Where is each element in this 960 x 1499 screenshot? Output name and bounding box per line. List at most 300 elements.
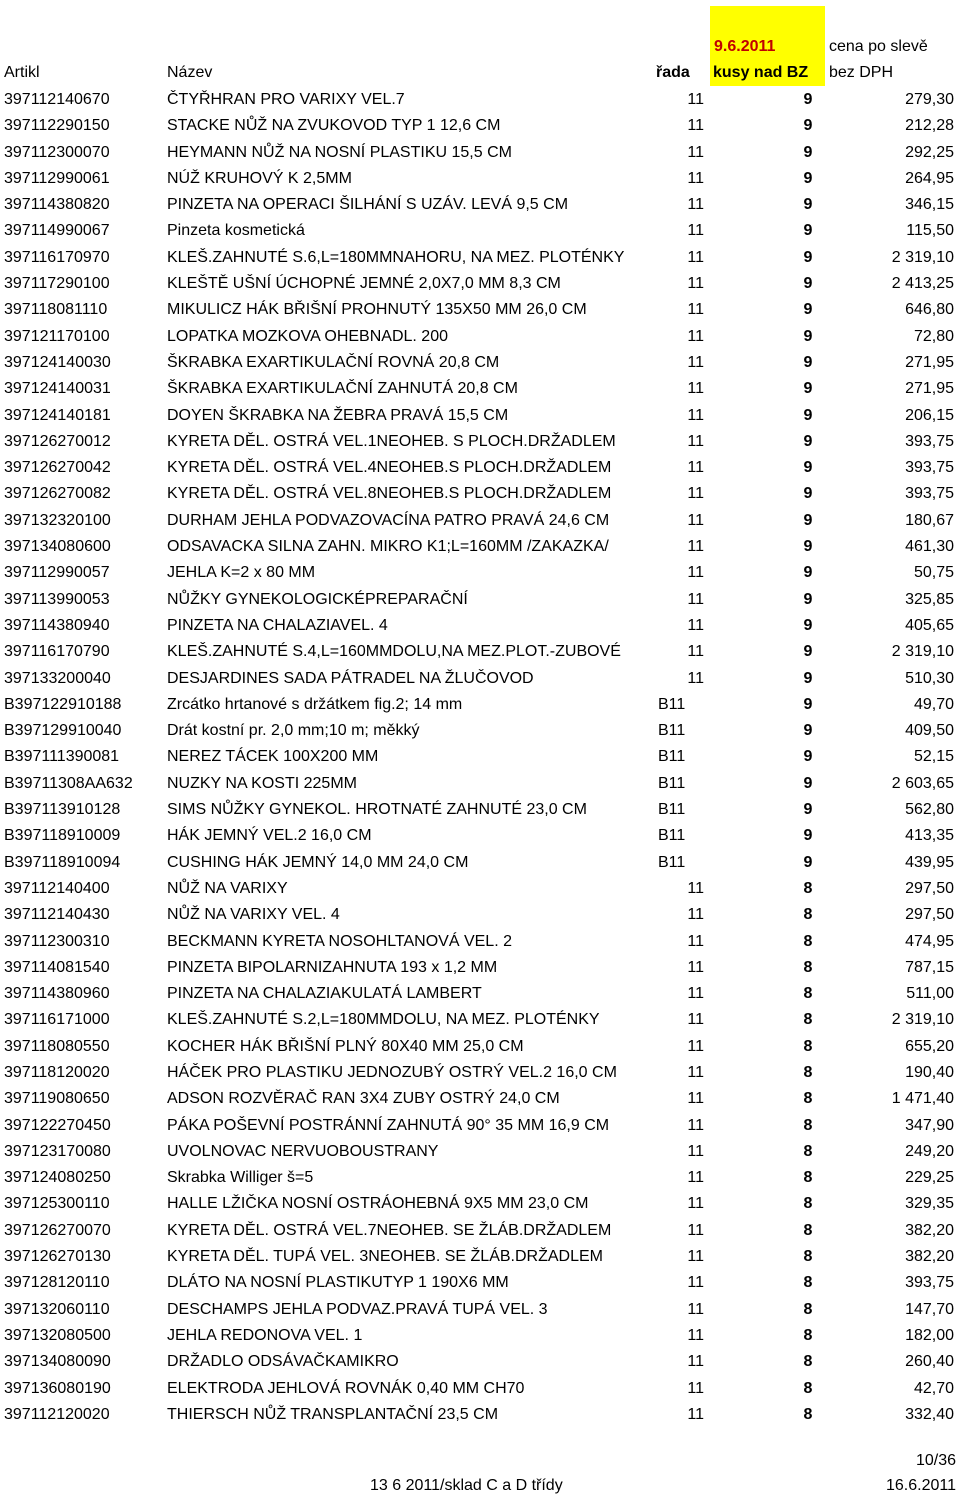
- cell-rada: 11: [687, 485, 704, 503]
- cell-rada: 11: [687, 1353, 704, 1371]
- cell-rada: 11: [687, 1195, 704, 1213]
- cell-name: HÁČEK PRO PLASTIKU JEDNOZUBÝ OSTRÝ VEL.2 16,0 CM: [167, 1063, 617, 1081]
- cell-price: 510,30: [905, 669, 954, 687]
- cell-name: KYRETA DĚL. OSTRÁ VEL.8NEOHEB.S PLOCH.DRŽADLEM: [167, 485, 612, 503]
- table-row: [0, 1113, 960, 1139]
- cell-qty: 8: [803, 1221, 813, 1239]
- cell-price: 180,67: [905, 511, 954, 529]
- cell-price: 562,80: [905, 801, 954, 819]
- cell-price: 229,25: [905, 1169, 954, 1187]
- table-row: [0, 113, 960, 139]
- table-row: [0, 508, 960, 534]
- cell-rada: 11: [687, 906, 704, 924]
- cell-article: 397118080550: [4, 1037, 110, 1055]
- table-row: [0, 534, 960, 560]
- cell-qty: 9: [803, 406, 813, 424]
- table-row: [0, 692, 960, 718]
- table-row: [0, 1349, 960, 1375]
- cell-price: 115,50: [906, 222, 954, 240]
- table-row: [0, 929, 960, 955]
- cell-rada: B11: [658, 801, 686, 819]
- cell-qty: 8: [803, 906, 813, 924]
- cell-price: 297,50: [905, 906, 954, 924]
- cell-name: DURHAM JEHLA PODVAZOVACÍNA PATRO PRAVÁ 24,6 CM: [167, 511, 610, 529]
- cell-name: Zrcátko hrtanové s držátkem fig.2; 14 mm: [167, 695, 463, 713]
- cell-article: 397121170100: [4, 327, 110, 345]
- cell-rada: 11: [687, 1221, 704, 1239]
- cell-article: 397124140181: [4, 406, 111, 424]
- cell-rada: 11: [687, 1037, 704, 1055]
- cell-name: PINZETA BIPOLARNIZAHNUTA 193 x 1,2 MM: [167, 958, 498, 976]
- cell-article: 397124140030: [4, 353, 111, 371]
- cell-article: 397134080600: [4, 538, 111, 556]
- cell-article: 397126270070: [4, 1221, 111, 1239]
- cell-article: 397112990061: [4, 169, 110, 187]
- cell-rada: 11: [687, 248, 704, 266]
- cell-article: 397132080500: [4, 1326, 111, 1344]
- cell-rada: 11: [687, 932, 704, 950]
- cell-qty: 8: [803, 1037, 813, 1055]
- cell-name: HALLE LŽIČKA NOSNÍ OSTRÁOHEBNÁ 9X5 MM 23,0 CM: [167, 1195, 589, 1213]
- cell-price: 413,35: [905, 827, 954, 845]
- cell-rada: 11: [687, 1248, 704, 1266]
- cell-name: CUSHING HÁK JEMNÝ 14,0 MM 24,0 CM: [167, 853, 469, 871]
- cell-price: 260,40: [905, 1353, 954, 1371]
- cell-price: 2 319,10: [891, 1011, 954, 1029]
- cell-name: KYRETA DĚL. TUPÁ VEL. 3NEOHEB. SE ŽLÁB.DRŽADLEM: [167, 1248, 603, 1266]
- cell-rada: 11: [687, 91, 704, 108]
- cell-qty: 9: [803, 511, 813, 529]
- cell-rada: B11: [658, 853, 686, 871]
- cell-price: 346,15: [905, 196, 954, 214]
- cell-name: KOCHER HÁK BŘIŠNÍ PLNÝ 80X40 MM 25,0 CM: [167, 1037, 524, 1055]
- cell-rada: 11: [687, 1405, 704, 1423]
- cell-rada: 11: [687, 511, 704, 529]
- footer-date: 16.6.2011: [886, 1477, 956, 1494]
- footer-center: 13 6 2011/sklad C a D třídy: [370, 1477, 563, 1494]
- cell-article: 397119080650: [4, 1090, 110, 1108]
- cell-name: JEHLA K=2 x 80 MM: [167, 564, 316, 582]
- cell-article: 397132320100: [4, 511, 111, 529]
- cell-article: B397111390081: [4, 748, 120, 766]
- cell-name: MIKULICZ HÁK BŘIŠNÍ PROHNUTÝ 135X50 MM 26,0 CM: [167, 301, 587, 319]
- cell-rada: B11: [658, 827, 686, 845]
- cell-qty: 9: [803, 91, 813, 108]
- cell-article: 397114380960: [4, 985, 110, 1003]
- cell-article: 397114380820: [4, 196, 110, 214]
- table-row: [0, 1218, 960, 1244]
- cell-qty: 9: [803, 748, 813, 766]
- cell-name: KYRETA DĚL. OSTRÁ VEL.1NEOHEB. S PLOCH.DRŽADLEM: [167, 432, 616, 450]
- cell-name: KLEŠ.ZAHNUTÉ S.6,L=180MMNAHORU, NA MEZ. PLOTÉNKY: [167, 248, 625, 266]
- cell-rada: 11: [687, 143, 704, 161]
- header-price-line2: bez DPH: [829, 64, 894, 81]
- table-row: [0, 455, 960, 481]
- cell-qty: 8: [803, 879, 813, 897]
- cell-price: 405,65: [905, 616, 954, 634]
- cell-article: 397122270450: [4, 1116, 111, 1134]
- cell-article: 397116170970: [4, 248, 110, 266]
- cell-price: 461,30: [905, 538, 954, 556]
- cell-article: 397114990067: [4, 222, 110, 240]
- cell-rada: 11: [687, 117, 704, 135]
- cell-qty: 8: [803, 1274, 813, 1292]
- cell-qty: 9: [803, 774, 813, 792]
- cell-rada: 11: [687, 879, 704, 897]
- cell-name: HEYMANN NŮŽ NA NOSNÍ PLASTIKU 15,5 CM: [167, 143, 512, 161]
- cell-price: 511,00: [906, 985, 954, 1003]
- cell-name: Pinzeta kosmetická: [167, 222, 305, 240]
- cell-article: B39711308AA632: [4, 774, 133, 792]
- cell-name: PÁKA POŠEVNÍ POSTRÁNNÍ ZAHNUTÁ 90° 35 MM 16,9 CM: [167, 1116, 610, 1134]
- cell-qty: 9: [803, 590, 813, 608]
- cell-article: B397122910188: [4, 695, 122, 713]
- cell-qty: 8: [803, 1353, 813, 1371]
- table-row: [0, 981, 960, 1007]
- cell-qty: 9: [803, 538, 813, 556]
- cell-article: 397112140670: [4, 91, 110, 108]
- cell-qty: 9: [803, 643, 813, 661]
- cell-price: 49,70: [913, 695, 954, 713]
- cell-name: KYRETA DĚL. OSTRÁ VEL.4NEOHEB.S PLOCH.DRŽADLEM: [167, 459, 612, 477]
- cell-price: 42,70: [913, 1379, 954, 1397]
- cell-qty: 8: [803, 958, 813, 976]
- cell-price: 1 471,40: [891, 1090, 954, 1108]
- cell-price: 393,75: [905, 432, 954, 450]
- table-row: [0, 481, 960, 507]
- table-row: [0, 350, 960, 376]
- cell-rada: 11: [687, 275, 704, 293]
- cell-price: 212,28: [905, 117, 954, 135]
- cell-qty: 9: [803, 459, 813, 477]
- table-row: [0, 1034, 960, 1060]
- cell-rada: 11: [687, 1379, 704, 1397]
- cell-rada: 11: [687, 616, 704, 634]
- cell-price: 2 603,65: [891, 774, 954, 792]
- cell-price: 271,95: [905, 353, 954, 371]
- cell-price: 249,20: [905, 1142, 954, 1160]
- cell-article: 397112290150: [4, 117, 110, 135]
- cell-name: ODSAVACKA SILNA ZAHN. MIKRO K1;L=160MM /ZAKAZKA/: [167, 538, 609, 556]
- table-row: [0, 587, 960, 613]
- cell-qty: 9: [803, 827, 813, 845]
- cell-qty: 9: [803, 616, 813, 634]
- cell-name: BECKMANN KYRETA NOSOHLTANOVÁ VEL. 2: [167, 932, 512, 950]
- cell-article: 397124140031: [4, 380, 111, 398]
- cell-price: 787,15: [905, 958, 954, 976]
- cell-qty: 9: [803, 564, 813, 582]
- cell-qty: 8: [803, 985, 813, 1003]
- cell-article: 397128120110: [4, 1274, 110, 1292]
- cell-rada: 11: [687, 301, 704, 319]
- cell-name: NUZKY NA KOSTI 225MM: [167, 774, 357, 792]
- header-article: Artikl: [4, 64, 40, 81]
- table-row: [0, 955, 960, 981]
- table-row: [0, 876, 960, 902]
- cell-qty: 9: [803, 485, 813, 503]
- cell-name: KYRETA DĚL. OSTRÁ VEL.7NEOHEB. SE ŽLÁB.DRŽADLEM: [167, 1221, 612, 1239]
- table-row: [0, 560, 960, 586]
- table-row: [0, 797, 960, 823]
- cell-rada: 11: [687, 432, 704, 450]
- cell-qty: 8: [803, 1379, 813, 1397]
- table-row: [0, 245, 960, 271]
- cell-article: B397129910040: [4, 722, 122, 740]
- cell-price: 52,15: [913, 748, 954, 766]
- cell-article: 397112140430: [4, 906, 110, 924]
- cell-price: 393,75: [905, 485, 954, 503]
- cell-qty: 8: [803, 1326, 813, 1344]
- cell-rada: 11: [687, 169, 704, 187]
- cell-rada: 11: [687, 1063, 704, 1081]
- table-row: [0, 639, 960, 665]
- cell-price: 439,95: [905, 853, 954, 871]
- product-table: [0, 87, 960, 1428]
- cell-article: 397125300110: [4, 1195, 110, 1213]
- cell-name: NEREZ TÁCEK 100X200 MM: [167, 748, 379, 766]
- cell-rada: 11: [687, 1090, 704, 1108]
- cell-qty: 9: [803, 301, 813, 319]
- cell-rada: 11: [687, 1326, 704, 1344]
- table-row: [0, 1060, 960, 1086]
- cell-qty: 8: [803, 1405, 813, 1423]
- cell-price: 2 319,10: [891, 643, 954, 661]
- header-name: Název: [167, 64, 213, 81]
- cell-qty: 9: [803, 669, 813, 687]
- cell-name: Drát kostní pr. 2,0 mm;10 m; měkký: [167, 722, 420, 740]
- cell-article: 397126270082: [4, 485, 111, 503]
- cell-qty: 8: [803, 1142, 813, 1160]
- cell-price: 2 413,25: [891, 275, 954, 293]
- cell-rada: 11: [687, 590, 704, 608]
- cell-price: 474,95: [905, 932, 954, 950]
- cell-price: 393,75: [905, 1274, 954, 1292]
- table-row: [0, 1086, 960, 1112]
- cell-rada: B11: [658, 722, 686, 740]
- cell-price: 655,20: [905, 1037, 954, 1055]
- cell-qty: 9: [803, 380, 813, 398]
- cell-price: 264,95: [905, 169, 954, 187]
- table-row: [0, 744, 960, 770]
- cell-qty: 8: [803, 1116, 813, 1134]
- cell-rada: 11: [687, 958, 704, 976]
- cell-name: KLEŠTĚ UŠNÍ ÚCHOPNÉ JEMNÉ 2,0X7,0 MM 8,3 CM: [167, 275, 561, 293]
- cell-qty: 8: [803, 1248, 813, 1266]
- table-row: [0, 1244, 960, 1270]
- cell-qty: 9: [803, 196, 813, 214]
- cell-name: NÚŽ KRUHOVÝ K 2,5MM: [167, 169, 352, 187]
- cell-rada: 11: [687, 643, 704, 661]
- cell-price: 382,20: [905, 1221, 954, 1239]
- table-row: [0, 1323, 960, 1349]
- cell-qty: 9: [803, 853, 813, 871]
- cell-name: PINZETA NA CHALAZIAKULATÁ LAMBERT: [167, 985, 482, 1003]
- cell-name: LOPATKA MOZKOVA OHEBNADL. 200: [167, 327, 448, 345]
- cell-name: UVOLNOVAC NERVUOBOUSTRANY: [167, 1142, 439, 1160]
- header-rada: řada: [656, 64, 690, 81]
- table-row: [0, 1270, 960, 1296]
- cell-qty: 9: [803, 222, 813, 240]
- cell-price: 393,75: [905, 459, 954, 477]
- cell-name: JEHLA REDONOVA VEL. 1: [167, 1326, 363, 1344]
- cell-article: B397118910094: [4, 853, 121, 871]
- cell-article: 397133200040: [4, 669, 111, 687]
- cell-price: 325,85: [905, 590, 954, 608]
- header-price-line1: cena po slevě: [829, 38, 928, 55]
- table-row: [0, 140, 960, 166]
- cell-rada: 11: [687, 1300, 704, 1318]
- header-date: 9.6.2011: [714, 38, 776, 55]
- cell-rada: 11: [687, 1116, 704, 1134]
- cell-price: 279,30: [905, 91, 954, 108]
- table-row: [0, 1297, 960, 1323]
- cell-price: 50,75: [913, 564, 954, 582]
- cell-rada: B11: [658, 695, 686, 713]
- header-qty: kusy nad BZ: [713, 64, 809, 81]
- cell-name: ŠKRABKA EXARTIKULAČNÍ ROVNÁ 20,8 CM: [167, 353, 500, 371]
- table-row: [0, 718, 960, 744]
- cell-article: 397126270042: [4, 459, 111, 477]
- cell-name: DLÁTO NA NOSNÍ PLASTIKUTYP 1 190X6 MM: [167, 1274, 509, 1292]
- cell-rada: 11: [687, 406, 704, 424]
- cell-article: 397126270130: [4, 1248, 111, 1266]
- cell-rada: 11: [687, 353, 704, 371]
- cell-name: ČTYŘHRAN PRO VARIXY VEL.7: [167, 91, 405, 108]
- table-row: [0, 87, 960, 113]
- cell-qty: 8: [803, 1300, 813, 1318]
- cell-name: DESJARDINES SADA PÁTRADEL NA ŽLUČOVOD: [167, 669, 534, 687]
- cell-qty: 8: [803, 1169, 813, 1187]
- cell-rada: 11: [687, 1142, 704, 1160]
- cell-name: NŮŽ NA VARIXY VEL. 4: [167, 906, 340, 924]
- cell-rada: 11: [687, 1011, 704, 1029]
- cell-price: 382,20: [905, 1248, 954, 1266]
- table-row: [0, 218, 960, 244]
- cell-name: PINZETA NA OPERACI ŠILHÁNÍ S UZÁV. LEVÁ 9,5 CM: [167, 196, 569, 214]
- table-row: [0, 850, 960, 876]
- cell-qty: 9: [803, 248, 813, 266]
- cell-price: 409,50: [905, 722, 954, 740]
- cell-qty: 9: [803, 327, 813, 345]
- cell-qty: 8: [803, 1090, 813, 1108]
- cell-rada: 11: [687, 196, 704, 214]
- cell-name: NŮŽ NA VARIXY: [167, 879, 288, 897]
- cell-name: SIMS NŮŽKY GYNEKOL. HROTNATÉ ZAHNUTÉ 23,0 CM: [167, 801, 587, 819]
- table-row: [0, 823, 960, 849]
- cell-price: 190,40: [905, 1063, 954, 1081]
- cell-name: THIERSCH NŮŽ TRANSPLANTAČNÍ 23,5 CM: [167, 1405, 499, 1423]
- cell-name: DOYEN ŠKRABKA NA ŽEBRA PRAVÁ 15,5 CM: [167, 406, 509, 424]
- cell-price: 646,80: [905, 301, 954, 319]
- cell-qty: 9: [803, 275, 813, 293]
- table-row: [0, 192, 960, 218]
- cell-article: 397112300310: [4, 932, 110, 950]
- cell-name: NŮŽKY GYNEKOLOGICKÉPREPARAČNÍ: [167, 590, 468, 608]
- cell-rada: 11: [687, 538, 704, 556]
- cell-price: 347,90: [905, 1116, 954, 1134]
- cell-article: B397118910009: [4, 827, 121, 845]
- cell-qty: 9: [803, 117, 813, 135]
- cell-rada: B11: [658, 774, 686, 792]
- cell-rada: 11: [687, 459, 704, 477]
- table-row: [0, 271, 960, 297]
- cell-name: KLEŠ.ZAHNUTÉ S.4,L=160MMDOLU,NA MEZ.PLOT.-ZUBOVÉ: [167, 643, 621, 661]
- table-row: [0, 166, 960, 192]
- table-row: [0, 1139, 960, 1165]
- table-row: [0, 1165, 960, 1191]
- table-row: [0, 666, 960, 692]
- cell-article: 397124080250: [4, 1169, 111, 1187]
- cell-article: 397136080190: [4, 1379, 111, 1397]
- cell-price: 206,15: [905, 406, 954, 424]
- cell-price: 332,40: [905, 1405, 954, 1423]
- cell-article: B397113910128: [4, 801, 121, 819]
- cell-article: 397134080090: [4, 1353, 111, 1371]
- cell-article: 397112990057: [4, 564, 110, 582]
- cell-rada: 11: [687, 1274, 704, 1292]
- table-row: [0, 297, 960, 323]
- cell-article: 397116170790: [4, 643, 110, 661]
- cell-qty: 9: [803, 353, 813, 371]
- cell-article: 397117290100: [4, 275, 110, 293]
- cell-price: 292,25: [905, 143, 954, 161]
- cell-article: 397114081540: [4, 958, 110, 976]
- cell-article: 397112300070: [4, 143, 110, 161]
- cell-name: ŠKRABKA EXARTIKULAČNÍ ZAHNUTÁ 20,8 CM: [167, 380, 518, 398]
- cell-qty: 9: [803, 695, 813, 713]
- table-row: [0, 403, 960, 429]
- table-row: [0, 771, 960, 797]
- cell-qty: 9: [803, 143, 813, 161]
- cell-rada: 11: [687, 380, 704, 398]
- cell-article: 397113990053: [4, 590, 110, 608]
- cell-price: 72,80: [913, 327, 954, 345]
- cell-rada: 11: [687, 985, 704, 1003]
- cell-name: Skrabka Williger š=5: [167, 1169, 314, 1187]
- table-row: [0, 1191, 960, 1217]
- table-row: [0, 1376, 960, 1402]
- cell-qty: 8: [803, 1195, 813, 1213]
- cell-qty: 9: [803, 801, 813, 819]
- cell-rada: 11: [687, 222, 704, 240]
- table-row: [0, 613, 960, 639]
- cell-name: STACKE NŮŽ NA ZVUKOVOD TYP 1 12,6 CM: [167, 117, 501, 135]
- cell-name: ELEKTRODA JEHLOVÁ ROVNÁK 0,40 MM CH70: [167, 1379, 525, 1397]
- cell-article: 397112120020: [4, 1405, 110, 1423]
- table-row: [0, 902, 960, 928]
- cell-qty: 9: [803, 169, 813, 187]
- cell-name: HÁK JEMNÝ VEL.2 16,0 CM: [167, 827, 372, 845]
- cell-qty: 9: [803, 432, 813, 450]
- cell-article: 397126270012: [4, 432, 111, 450]
- table-row: [0, 1007, 960, 1033]
- cell-rada: 11: [687, 669, 704, 687]
- cell-rada: 11: [687, 327, 704, 345]
- cell-article: 397123170080: [4, 1142, 111, 1160]
- cell-price: 271,95: [905, 380, 954, 398]
- cell-rada: B11: [658, 748, 686, 766]
- cell-qty: 8: [803, 932, 813, 950]
- cell-article: 397116171000: [4, 1011, 110, 1029]
- cell-article: 397114380940: [4, 616, 110, 634]
- table-row: [0, 429, 960, 455]
- cell-price: 147,70: [905, 1300, 954, 1318]
- cell-name: DESCHAMPS JEHLA PODVAZ.PRAVÁ TUPÁ VEL. 3: [167, 1300, 548, 1318]
- cell-price: 182,00: [905, 1326, 954, 1344]
- cell-name: PINZETA NA CHALAZIAVEL. 4: [167, 616, 388, 634]
- cell-rada: 11: [687, 564, 704, 582]
- cell-article: 397132060110: [4, 1300, 110, 1318]
